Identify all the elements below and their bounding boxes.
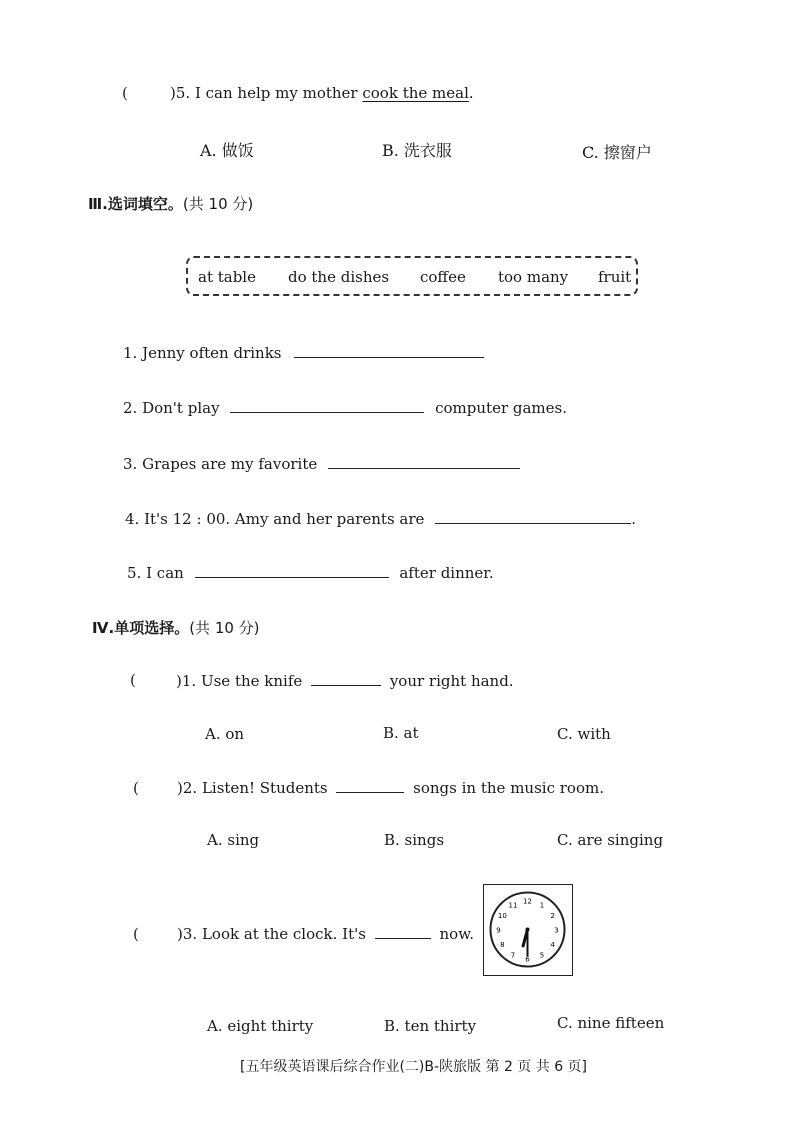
clock-number: 9 [496, 926, 501, 935]
clock-number: 8 [500, 941, 505, 949]
clock-number: 1 [539, 901, 545, 910]
answer-blank[interactable] [375, 924, 431, 939]
clock-number: 4 [550, 941, 555, 949]
q1-option-a[interactable]: A. on [205, 725, 245, 743]
word-bank-item: too many [498, 268, 569, 286]
q3-option-b[interactable]: B. ten thirty [384, 1017, 477, 1035]
q3-option-c[interactable]: C. nine fifteen [557, 1014, 665, 1032]
clock-number: 12 [523, 897, 532, 906]
choice-q3 [177, 924, 474, 943]
answer-blank[interactable] [294, 343, 484, 358]
section4-roman: Ⅳ. [92, 619, 115, 637]
fill-item-text: I can [146, 564, 184, 582]
question-text: Use the knife [200, 672, 303, 690]
question-text-after: songs in the music room. [413, 779, 604, 797]
page-footer: [五年级英语课后综合作业(二)B-陕旅版 第 2 页 共 6 页] [240, 1059, 588, 1075]
fill-item-text-after: computer games. [435, 399, 567, 417]
fill-item-text-after: . [631, 510, 636, 528]
clock-picture [483, 884, 573, 976]
question-number: )1. [176, 672, 197, 690]
question-number: )3. [177, 925, 198, 943]
clock-number: 3 [554, 926, 559, 935]
word-bank-item: fruit [598, 268, 632, 286]
answer-blank[interactable] [195, 563, 389, 578]
fill-item-4 [125, 509, 636, 528]
fill-item-2 [123, 398, 567, 417]
clock-number: 11 [508, 901, 518, 910]
q5-text: I can help my mother [194, 84, 358, 102]
clock-number: 7 [510, 951, 516, 960]
question-text: Look at the clock. It's [201, 925, 366, 943]
word-bank-item: coffee [420, 268, 466, 286]
choice-q1-paren: ( [130, 671, 136, 689]
section3-points: (共 10 分) [182, 195, 254, 213]
word-bank-item: do the dishes [288, 268, 390, 286]
fill-item-3 [123, 454, 520, 473]
clock-number: 5 [539, 951, 545, 960]
fill-item-number: 4. [125, 510, 140, 528]
fill-item-text-after: after dinner. [399, 564, 494, 582]
q5-period: . [468, 84, 474, 102]
answer-blank[interactable] [336, 778, 404, 793]
fill-item-text: Jenny often drinks [142, 344, 282, 362]
fill-item-text: Don't play [142, 399, 220, 417]
choice-q2 [177, 778, 604, 797]
q5-option-b[interactable]: B. 洗衣服 [382, 141, 452, 160]
fill-item-text: It's 12 : 00. Amy and her parents are [144, 510, 425, 528]
q2-option-c[interactable]: C. are singing [557, 831, 664, 849]
clock-number: 2 [550, 912, 555, 920]
question-text-after: your right hand. [389, 672, 514, 690]
fill-item-number: 1. [123, 344, 138, 362]
question-text-after: now. [439, 925, 475, 943]
fill-item-number: 5. [127, 564, 142, 582]
clock-number: 10 [497, 912, 507, 920]
fill-item-number: 2. [123, 399, 138, 417]
q5-paren: ( [122, 84, 128, 102]
q5-question [170, 84, 474, 102]
section4-title: 单项选择。 [114, 619, 190, 637]
q5-option-c[interactable]: C. 擦窗户 [582, 143, 652, 162]
answer-blank[interactable] [435, 509, 631, 524]
section4-heading [92, 617, 260, 638]
choice-q3-paren: ( [133, 925, 139, 943]
q2-option-a[interactable]: A. sing [207, 831, 260, 849]
fill-item-text: Grapes are my favorite [142, 455, 318, 473]
fill-item-1 [123, 343, 484, 362]
section3-heading [88, 193, 253, 214]
q1-option-b[interactable]: B. at [383, 724, 419, 742]
q5-option-a[interactable]: A. 做饭 [200, 141, 254, 160]
section3-roman: Ⅲ. [88, 195, 108, 213]
q1-option-c[interactable]: C. with [557, 725, 611, 743]
clock-number: 6 [525, 955, 530, 964]
clock-icon [484, 885, 571, 974]
answer-blank[interactable] [230, 398, 424, 413]
fill-item-5 [127, 563, 494, 582]
question-text: Listen! Students [201, 779, 328, 797]
fill-item-number: 3. [123, 455, 138, 473]
choice-q2-paren: ( [133, 779, 139, 797]
word-bank-item: at table [198, 268, 256, 286]
q2-option-b[interactable]: B. sings [384, 831, 445, 849]
choice-q1 [176, 671, 514, 690]
section4-points: (共 10 分) [189, 619, 260, 637]
q5-underlined-phrase: cook the meal [362, 84, 469, 102]
word-bank [186, 256, 638, 296]
q5-number: )5. [170, 84, 191, 102]
q3-option-a[interactable]: A. eight thirty [207, 1017, 314, 1035]
section3-title: 选词填空。 [107, 195, 183, 213]
answer-blank[interactable] [311, 671, 381, 686]
answer-blank[interactable] [328, 454, 520, 469]
question-number: )2. [177, 779, 198, 797]
